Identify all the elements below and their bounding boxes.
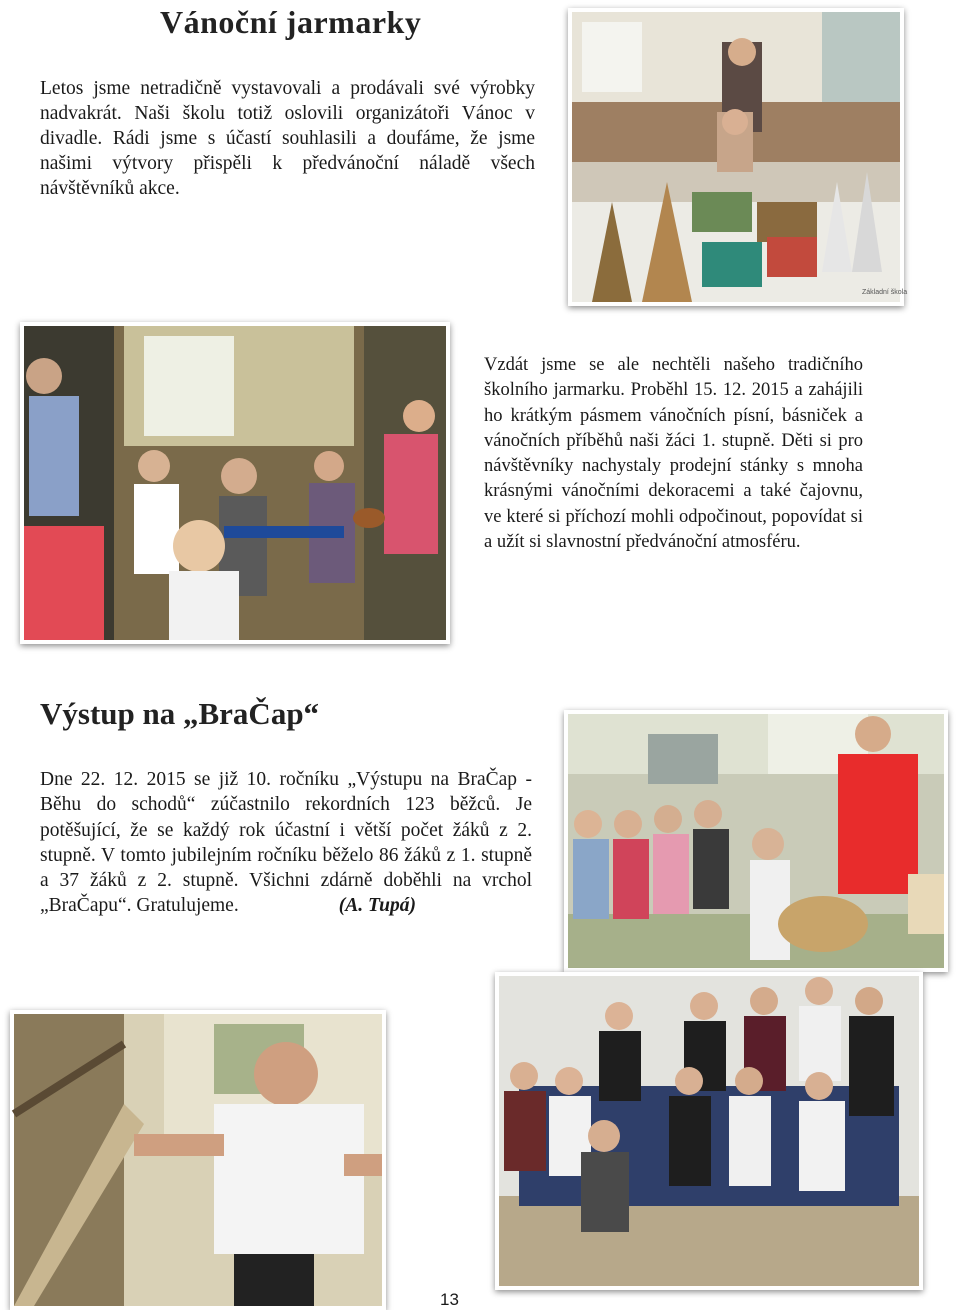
page-number: 13 bbox=[440, 1290, 459, 1309]
race-text: Dne 22. 12. 2015 se již 10. ročníku „Výstupu na BraČap - Běhu do schodů“ zúčastnilo rekordních 123 běžců. Je potěšující, že se každý rok účastní i větší počet žáků z 2. stupně. V tomto jubilejním ročníku běželo 86 žáků z 1. stupně a 37 žáků z 2. stupně. Všichni zdárně doběhli na vrchol „BraČapu“. Gratulujeme. bbox=[40, 769, 532, 917]
photo-team-group bbox=[495, 972, 923, 1290]
photo-boy-running-stairs bbox=[10, 1010, 386, 1310]
photo-medal-ceremony bbox=[564, 710, 948, 972]
ukulele-performance-illustration bbox=[24, 326, 446, 640]
photo-children-ukulele bbox=[20, 322, 450, 644]
paragraph-school-market: Vzdát jsme se ale nechtěli našeho tradičního školního jarmarku. Proběhl 15. 12. 2015 a zahájili ho krátkým pásmem vánočních písní, básniček a vánočních příběhů naši žáci 1. stupně. Děti si pro návštěvníky nachystaly prodejní stánky s mnoha krásnými vánočními dekoracemi a také čajovnu, ve které si příchozí mohli odpočinout, popovídat si a užít si slavnostní předvánoční atmosféru. bbox=[484, 355, 863, 553]
stall-caption: Základní škola bbox=[862, 289, 908, 296]
photo-market-stall bbox=[568, 8, 908, 306]
author-signature: (A. Tupá) bbox=[338, 895, 416, 917]
medal-ceremony-illustration bbox=[568, 714, 944, 968]
section-title-christmas-markets: Vánoční jarmarky bbox=[160, 4, 422, 40]
stair-run-illustration bbox=[14, 1014, 382, 1306]
paragraph-bracap-race bbox=[40, 767, 532, 919]
market-stall-illustration bbox=[572, 12, 908, 302]
paragraph-markets-intro: Letos jsme netradičně vystavovali a prodávali své výrobky nadvakrát. Naši školu totiž oslovili organizátoři Vánoc v divadle. Rádi jsme s účastí souhlasili a doufáme, že jsme našimi výtvory přispěli k předvánoční náladě všech návštěvníků akce. bbox=[40, 78, 535, 199]
group-photo-illustration bbox=[499, 976, 919, 1286]
section-title-bracap: Výstup na „BraČap“ bbox=[40, 696, 320, 731]
